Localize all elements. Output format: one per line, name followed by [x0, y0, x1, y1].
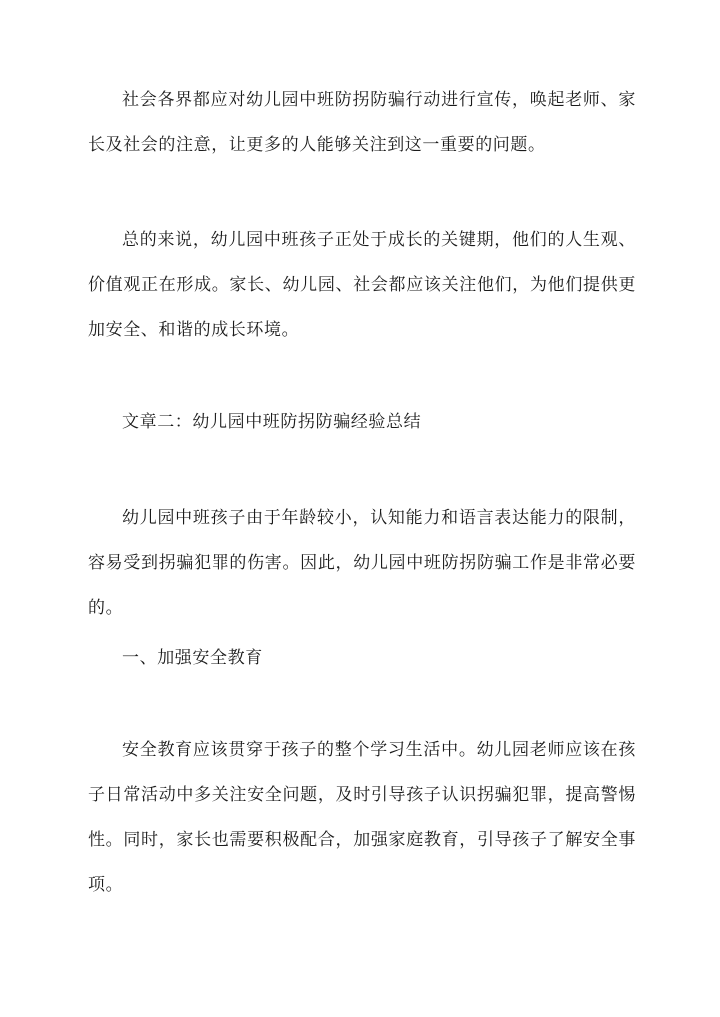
paragraph-public-awareness: 社会各界都应对幼儿园中班防拐防骗行动进行宣传，唤起老师、家长及社会的注意，让更多的人能够关注到这一重要的问题。	[88, 90, 636, 155]
paragraph-conclusion: 总的来说，幼儿园中班孩子正处于成长的关键期，他们的人生观、价值观正在形成。家长、幼儿园、社会都应该关注他们，为他们提供更加安全、和谐的成长环境。	[88, 230, 636, 340]
section-heading: 一、加强安全教育	[122, 648, 263, 668]
paragraph-safety-education: 安全教育应该贯穿于孩子的整个学习生活中。幼儿园老师应该在孩子日常活动中多关注安全问题，及时引导孩子认识拐骗犯罪，提高警惕性。同时，家长也需要积极配合，加强家庭教育，引导孩子了解安全事项。	[88, 740, 636, 895]
paragraph-introduction: 幼儿园中班孩子由于年龄较小，认知能力和语言表达能力的限制，容易受到拐骗犯罪的伤害。因此，幼儿园中班防拐防骗工作是非常必要的。	[88, 508, 636, 618]
article-title: 文章二：幼儿园中班防拐防骗经验总结	[122, 412, 422, 432]
